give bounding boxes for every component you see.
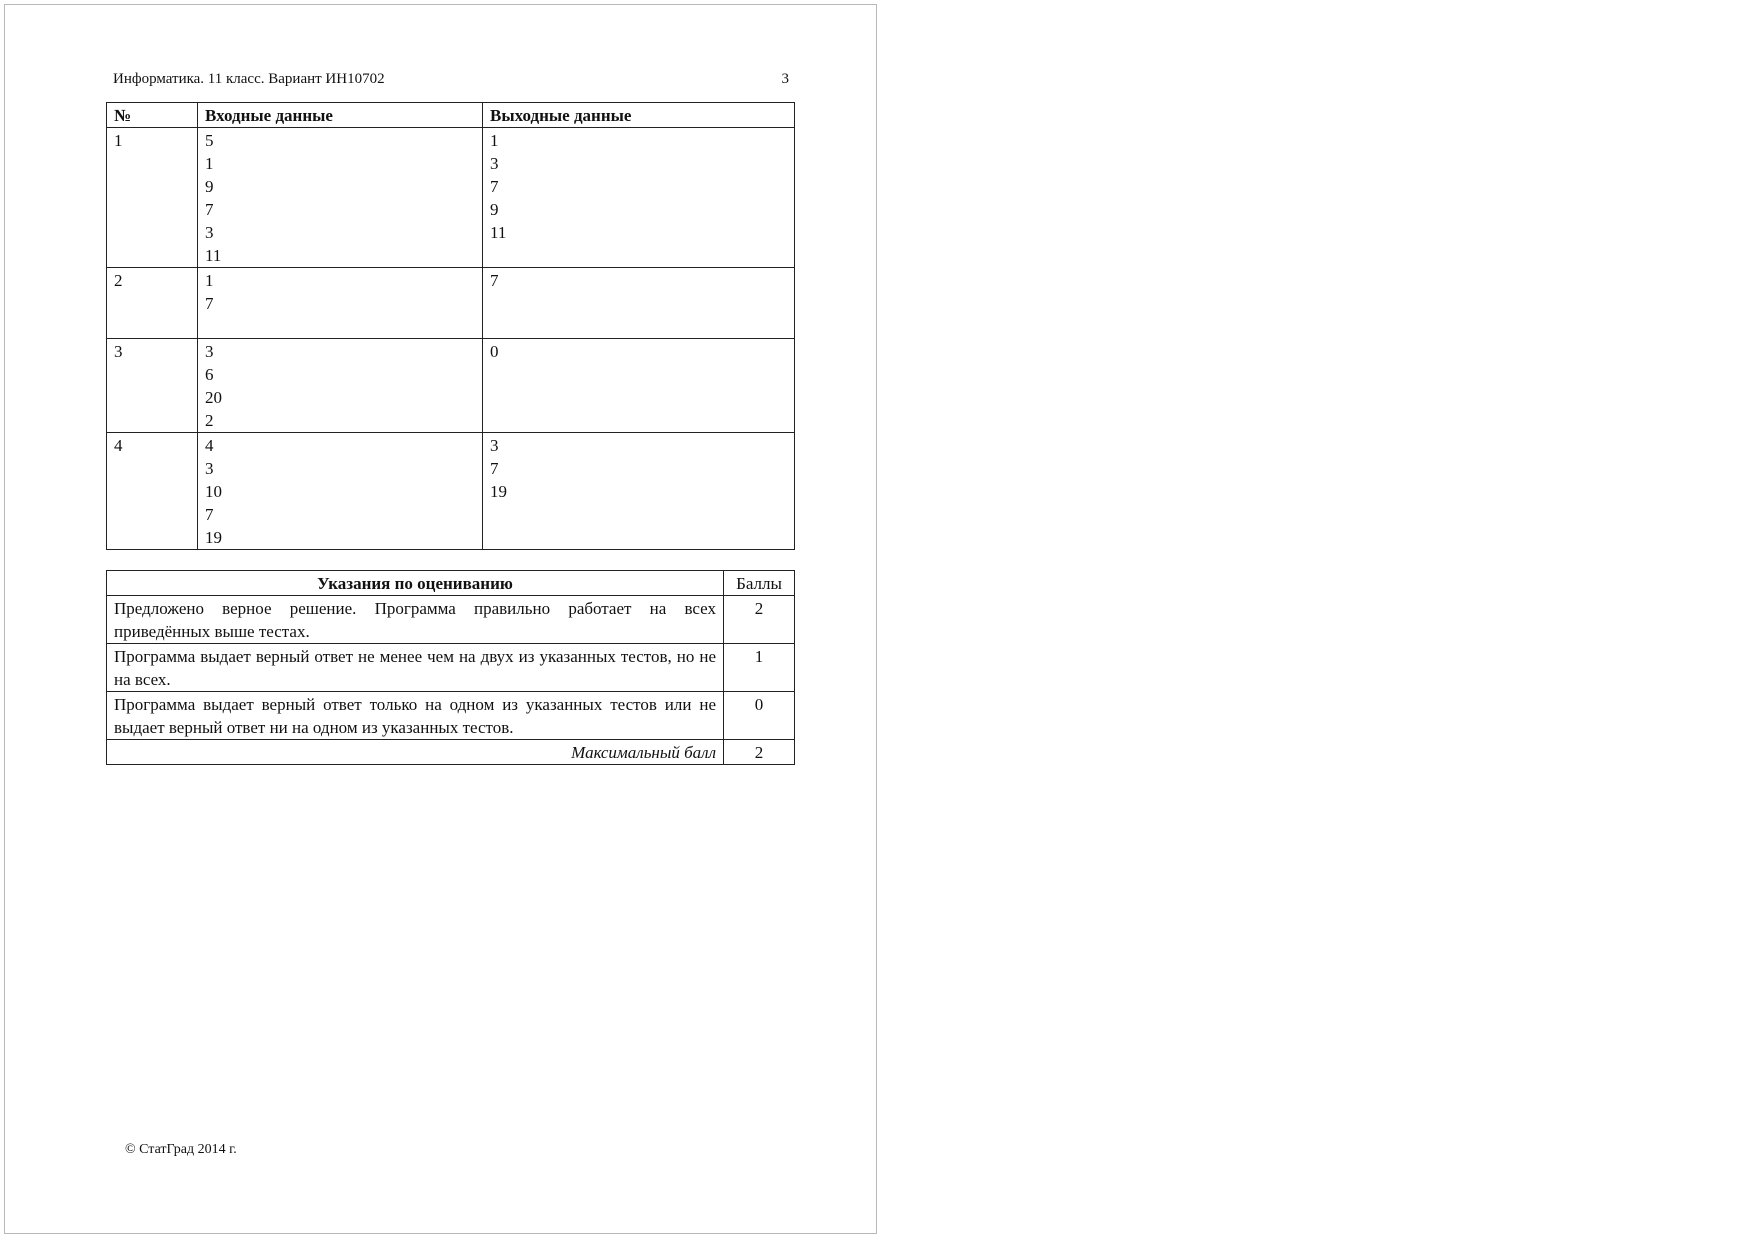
output-value: 19	[490, 482, 507, 501]
grading-points-header: Баллы	[724, 571, 795, 596]
test-output	[483, 268, 795, 339]
grading-criterion: Программа выдает верный ответ не менее чем на двух из указанных тестов, но не на всех.	[107, 644, 724, 692]
output-value: 7	[490, 459, 499, 478]
input-value: 6	[205, 365, 214, 384]
test-number: 3	[107, 339, 198, 433]
grading-max-row	[107, 740, 795, 765]
grading-row	[107, 644, 795, 692]
input-value: 9	[205, 177, 214, 196]
test-row	[107, 433, 795, 550]
input-value: 1	[205, 271, 214, 290]
input-value: 7	[205, 505, 214, 524]
test-input	[198, 339, 483, 433]
grading-row	[107, 692, 795, 740]
test-output	[483, 339, 795, 433]
page-number: 3	[781, 71, 789, 87]
input-value: 11	[205, 246, 222, 265]
page-header	[113, 71, 789, 88]
test-number: 2	[107, 268, 198, 339]
test-row	[107, 339, 795, 433]
tests-table	[106, 102, 795, 550]
copyright-footer: © СтатГрад 2014 г.	[125, 1142, 237, 1157]
grading-criteria-header: Указания по оцениванию	[107, 571, 724, 596]
input-value: 3	[205, 223, 214, 242]
grading-points: 1	[724, 644, 795, 692]
test-row	[107, 268, 795, 339]
test-number: 1	[107, 128, 198, 268]
output-value: 0	[490, 342, 499, 361]
input-value: 7	[205, 294, 214, 313]
test-output	[483, 433, 795, 550]
output-value: 11	[490, 223, 507, 242]
grading-header-row	[107, 571, 795, 596]
output-value: 3	[490, 154, 499, 173]
input-value: 19	[205, 528, 222, 547]
output-value: 7	[490, 271, 499, 290]
output-value: 3	[490, 436, 499, 455]
test-output	[483, 128, 795, 268]
header-output: Выходные данные	[483, 103, 795, 128]
input-value: 2	[205, 411, 214, 430]
test-number: 4	[107, 433, 198, 550]
input-value: 20	[205, 388, 222, 407]
output-value: 7	[490, 177, 499, 196]
document-title: Информатика. 11 класс. Вариант ИН10702	[113, 71, 385, 87]
tests-table-header-row	[107, 103, 795, 128]
empty-line	[205, 315, 475, 338]
grading-row	[107, 596, 795, 644]
document-page	[4, 4, 877, 1234]
input-value: 3	[205, 342, 214, 361]
test-row	[107, 128, 795, 268]
grading-table	[106, 570, 795, 765]
test-input	[198, 433, 483, 550]
header-input: Входные данные	[198, 103, 483, 128]
grading-criterion: Программа выдает верный ответ только на одном из указанных тестов или не выдает верный ответ ни на одном из указанных тестов.	[107, 692, 724, 740]
input-value: 10	[205, 482, 222, 501]
test-input	[198, 128, 483, 268]
output-value: 9	[490, 200, 499, 219]
input-value: 4	[205, 436, 214, 455]
max-score-label: Максимальный балл	[107, 740, 724, 765]
input-value: 1	[205, 154, 214, 173]
grading-criterion: Предложено верное решение. Программа правильно работает на всех приведённых выше тестах.	[107, 596, 724, 644]
header-number: №	[107, 103, 198, 128]
test-input	[198, 268, 483, 339]
grading-points: 0	[724, 692, 795, 740]
grading-points: 2	[724, 596, 795, 644]
max-score-value: 2	[724, 740, 795, 765]
input-value: 3	[205, 459, 214, 478]
output-value: 1	[490, 131, 499, 150]
input-value: 5	[205, 131, 214, 150]
input-value: 7	[205, 200, 214, 219]
